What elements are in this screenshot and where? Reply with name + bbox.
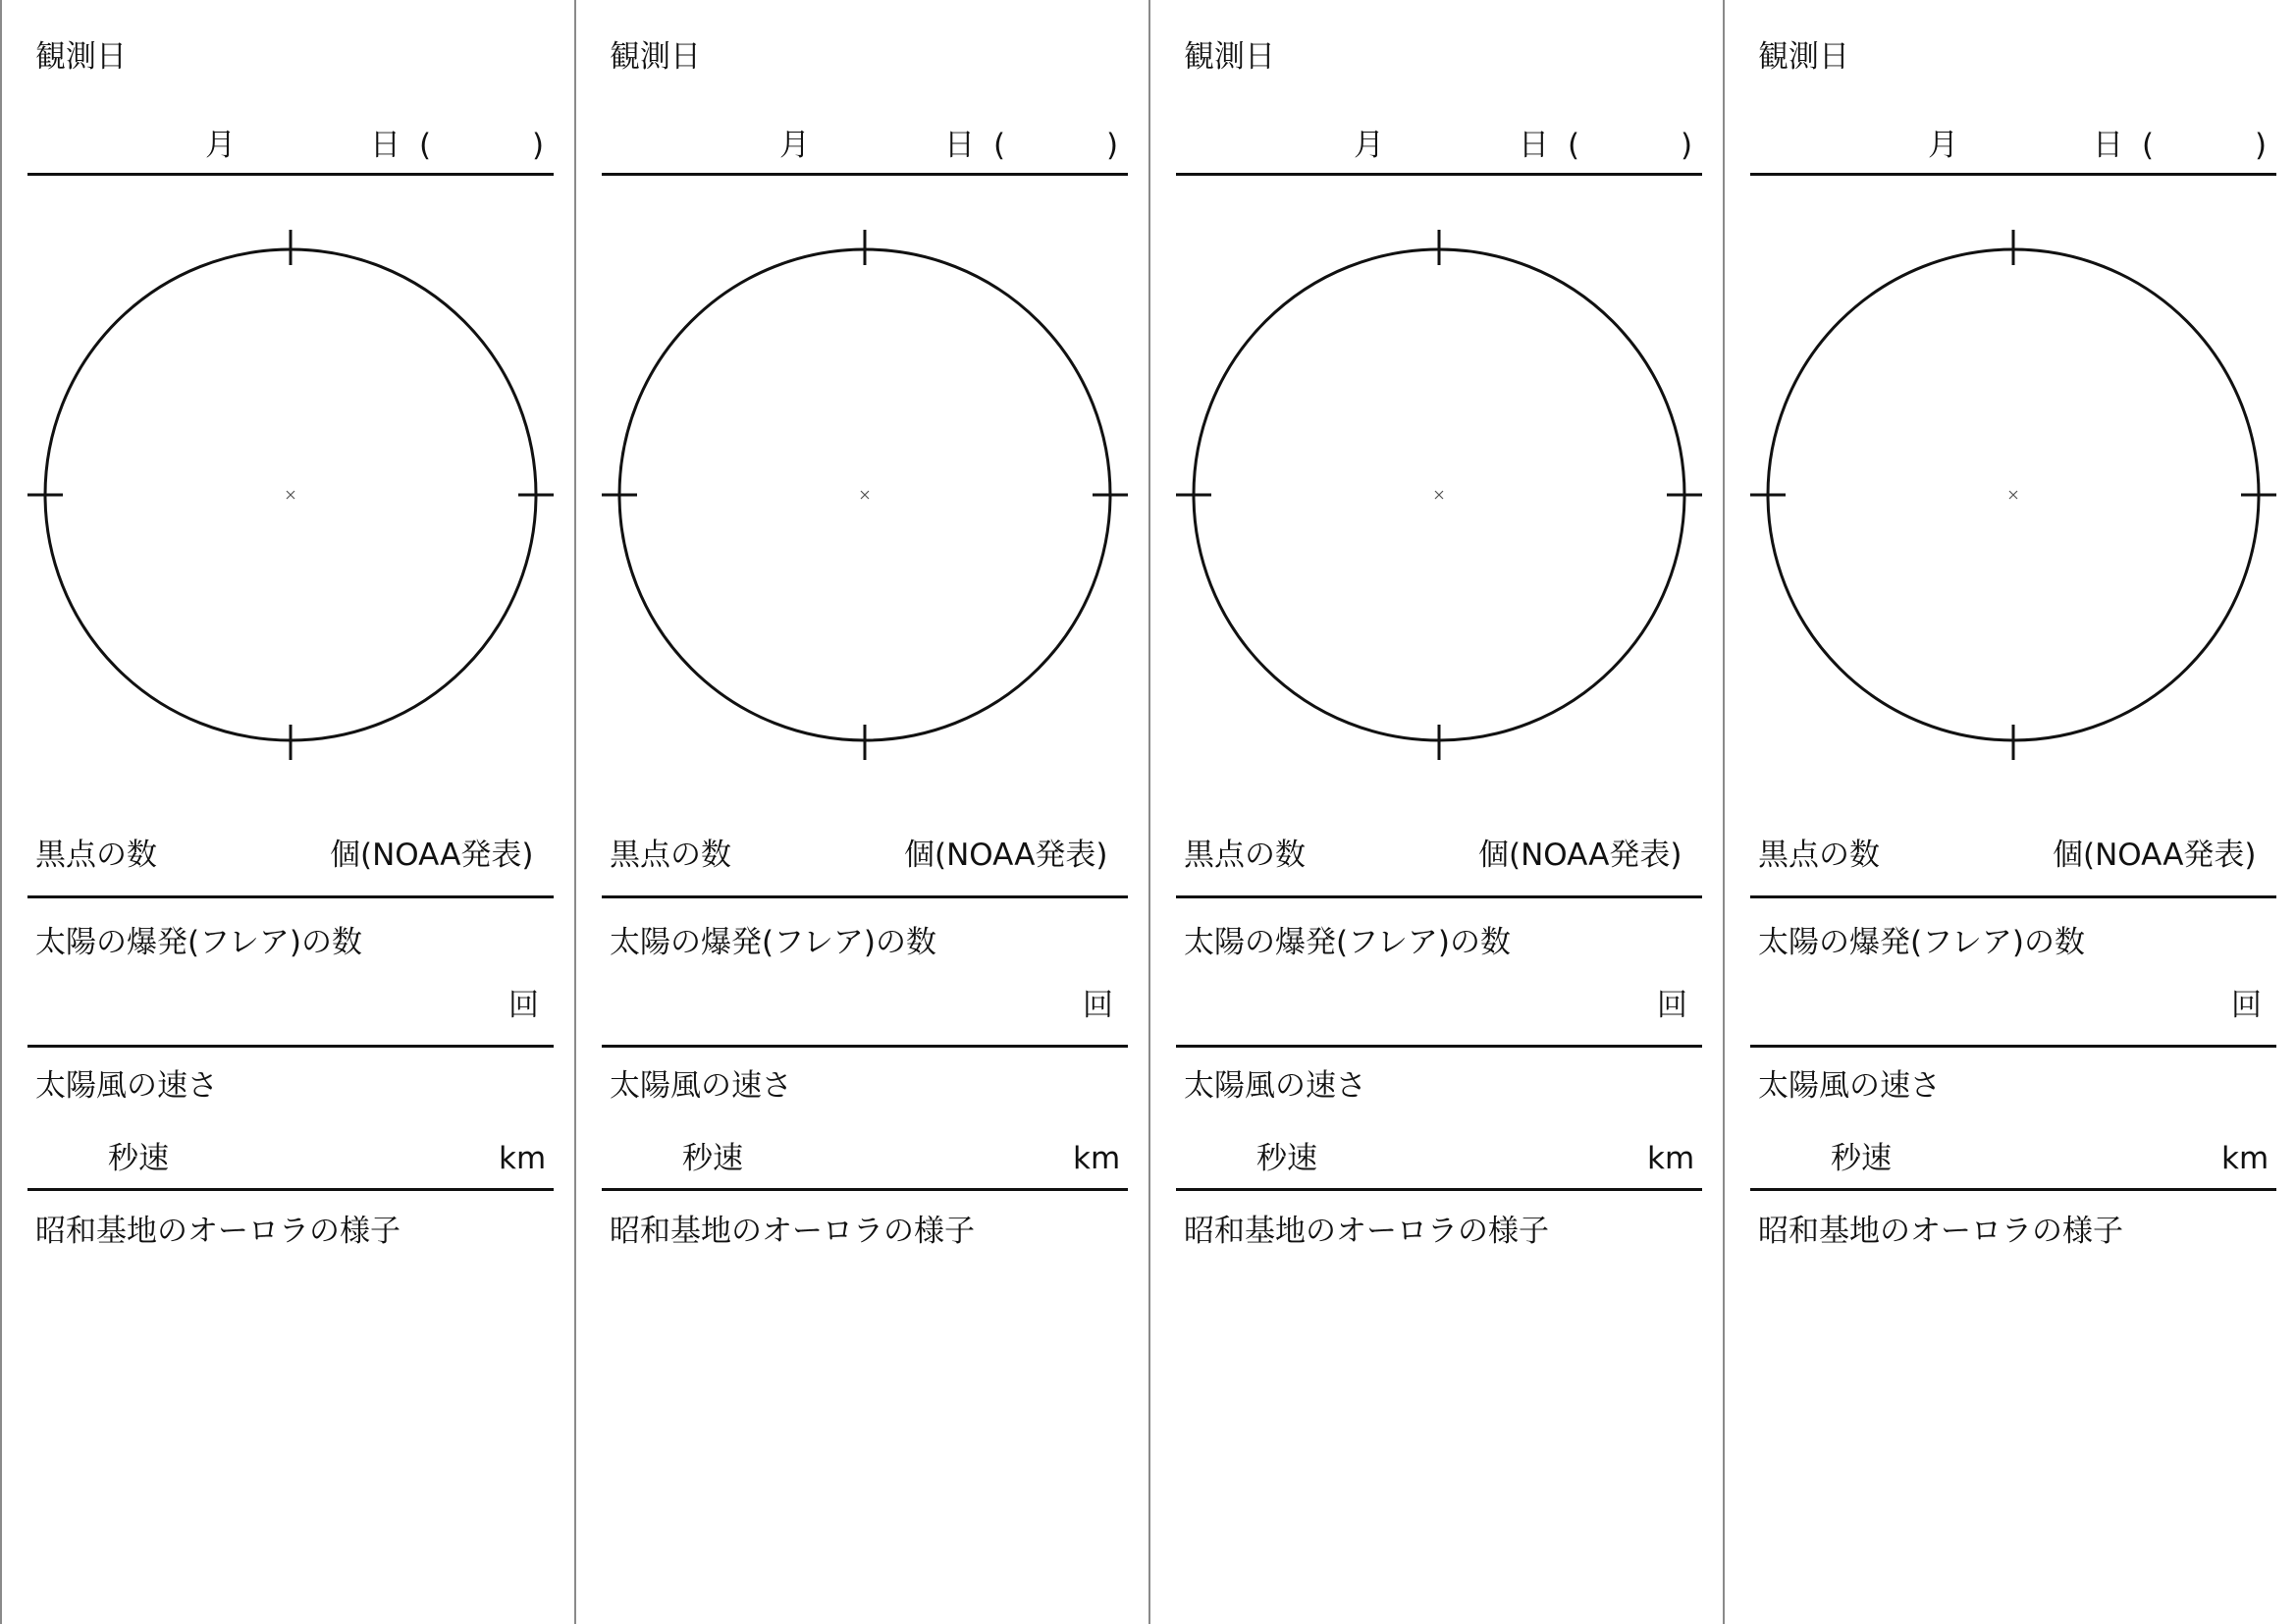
flares-underline <box>1176 1045 1702 1048</box>
wind-speed-label: 秒速 <box>1256 1141 1317 1176</box>
wind-underline <box>1176 1188 1702 1191</box>
wind-underline <box>1750 1188 2276 1191</box>
center-cross-icon <box>287 491 294 499</box>
weekday-paren-close: ) <box>2255 128 2268 163</box>
weekday-paren-open: ( <box>1568 128 1580 163</box>
sun-disk-circle-icon[interactable] <box>24 228 558 762</box>
wind-unit: km <box>1073 1141 1121 1176</box>
wind-underline <box>27 1188 554 1191</box>
sunspots-underline <box>27 895 554 898</box>
wind-label: 太陽風の速さ <box>610 1068 792 1104</box>
date-title: 観測日 <box>610 39 701 75</box>
month-label: 月 <box>1354 128 1384 163</box>
sun-disk-circle-icon[interactable] <box>1172 228 1706 762</box>
observation-card-3 <box>1148 0 1722 1624</box>
sunspots-label: 黒点の数 <box>1184 838 1306 873</box>
flares-unit: 回 <box>2231 988 2262 1023</box>
wind-speed-label: 秒速 <box>682 1141 743 1176</box>
weekday-paren-close: ) <box>532 128 545 163</box>
weekday-paren-close: ) <box>1681 128 1693 163</box>
sunspots-underline <box>602 895 1128 898</box>
month-label: 月 <box>205 128 236 163</box>
day-label: 日 <box>1519 128 1549 163</box>
observation-card-2 <box>574 0 1148 1624</box>
day-label: 日 <box>944 128 975 163</box>
flares-label: 太陽の爆発(フレア)の数 <box>1758 925 2085 960</box>
sunspots-underline <box>1750 895 2276 898</box>
sunspots-label: 黒点の数 <box>1758 838 1880 873</box>
sunspots-underline <box>1176 895 1702 898</box>
weekday-paren-open: ( <box>2142 128 2155 163</box>
wind-unit: km <box>1647 1141 1695 1176</box>
aurora-label: 昭和基地のオーロラの様子 <box>1758 1214 2123 1249</box>
date-underline <box>602 173 1128 176</box>
sunspots-unit: 個(NOAA発表) <box>904 838 1108 873</box>
flares-label: 太陽の爆発(フレア)の数 <box>35 925 362 960</box>
wind-label: 太陽風の速さ <box>1184 1068 1366 1104</box>
date-title: 観測日 <box>1758 39 1849 75</box>
date-title: 観測日 <box>1184 39 1275 75</box>
weekday-paren-open: ( <box>993 128 1006 163</box>
flares-label: 太陽の爆発(フレア)の数 <box>1184 925 1511 960</box>
wind-label: 太陽風の速さ <box>35 1068 218 1104</box>
wind-speed-label: 秒速 <box>1831 1141 1892 1176</box>
flares-underline <box>602 1045 1128 1048</box>
wind-speed-label: 秒速 <box>108 1141 169 1176</box>
day-label: 日 <box>2093 128 2123 163</box>
date-title: 観測日 <box>35 39 127 75</box>
flares-underline <box>27 1045 554 1048</box>
sunspots-unit: 個(NOAA発表) <box>1478 838 1682 873</box>
aurora-label: 昭和基地のオーロラの様子 <box>610 1214 975 1249</box>
sunspots-label: 黒点の数 <box>610 838 731 873</box>
center-cross-icon <box>861 491 869 499</box>
wind-unit: km <box>499 1141 547 1176</box>
weekday-paren-close: ) <box>1106 128 1119 163</box>
flares-unit: 回 <box>1657 988 1687 1023</box>
observation-card-4 <box>1723 0 2296 1624</box>
flares-unit: 回 <box>508 988 539 1023</box>
flares-label: 太陽の爆発(フレア)の数 <box>610 925 936 960</box>
sunspots-unit: 個(NOAA発表) <box>2053 838 2257 873</box>
sun-disk-circle-icon[interactable] <box>1746 228 2280 762</box>
weekday-paren-open: ( <box>419 128 432 163</box>
month-label: 月 <box>779 128 810 163</box>
flares-unit: 回 <box>1083 988 1113 1023</box>
wind-underline <box>602 1188 1128 1191</box>
aurora-label: 昭和基地のオーロラの様子 <box>35 1214 400 1249</box>
sun-disk-circle-icon[interactable] <box>598 228 1132 762</box>
date-underline <box>1750 173 2276 176</box>
wind-label: 太陽風の速さ <box>1758 1068 1941 1104</box>
date-underline <box>1176 173 1702 176</box>
month-label: 月 <box>1928 128 1958 163</box>
aurora-label: 昭和基地のオーロラの様子 <box>1184 1214 1549 1249</box>
flares-underline <box>1750 1045 2276 1048</box>
wind-unit: km <box>2221 1141 2269 1176</box>
center-cross-icon <box>2009 491 2017 499</box>
sunspots-label: 黒点の数 <box>35 838 157 873</box>
date-underline <box>27 173 554 176</box>
observation-card-1 <box>0 0 573 1624</box>
day-label: 日 <box>370 128 400 163</box>
sunspots-unit: 個(NOAA発表) <box>330 838 534 873</box>
center-cross-icon <box>1435 491 1443 499</box>
